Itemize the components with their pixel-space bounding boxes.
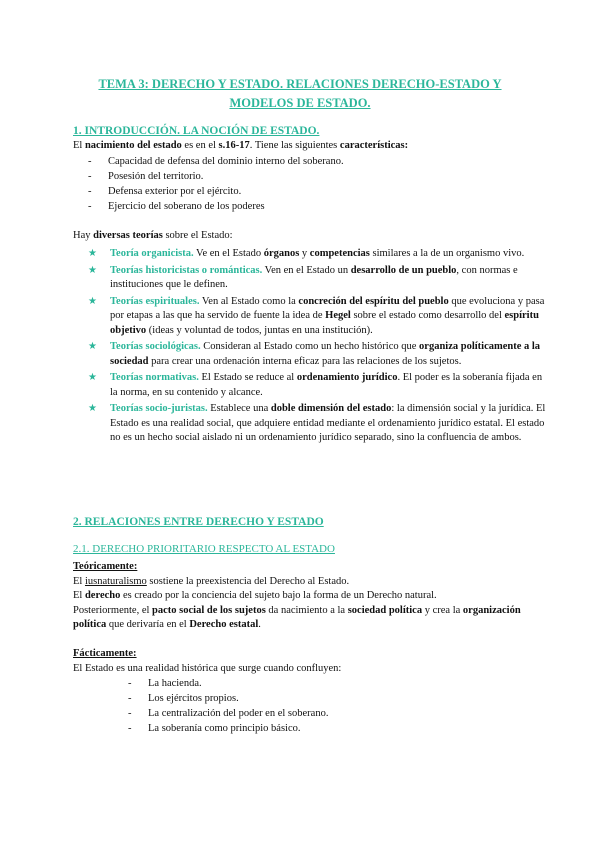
teorico-block — [73, 560, 543, 633]
theory-item — [88, 402, 546, 446]
section-1-heading: 1. INTRODUCCIÓN. LA NOCIÓN DE ESTADO. — [73, 125, 320, 137]
star-icon: ★ — [88, 295, 97, 307]
factico-label: Fácticamente: — [73, 648, 137, 659]
theory-item — [88, 247, 546, 262]
star-icon: ★ — [88, 248, 97, 259]
dash-icon: - — [128, 693, 132, 704]
theory-emphasis: órganos — [263, 248, 300, 259]
theory-item — [88, 295, 546, 339]
theory-emphasis: doble dimensión del estado — [270, 403, 392, 414]
theory-text: (ideas y voluntad de todos, juntas en una institución). — [146, 324, 373, 336]
list-item: - Ejercicio del soberano de los poderes — [88, 201, 265, 212]
theory-text: El Estado se reduce al — [198, 372, 297, 383]
factico-intro: El Estado es una realidad histórica que surge cuando confluyen: — [73, 662, 342, 674]
theory-name: Teorías socio-juristas. — [110, 403, 208, 414]
title-line-2: MODELOS DE ESTADO. — [229, 96, 371, 110]
list-item: - Los ejércitos propios. — [128, 693, 239, 704]
theory-text: y — [299, 248, 310, 259]
theory-text: que evoluciona y pasa por etapas a las que ha servido de fuente la idea de — [110, 295, 545, 321]
theory-item — [88, 264, 546, 293]
theory-emphasis: concreción del espíritu del pueblo — [298, 295, 449, 307]
theory-name: Teorías espirituales. — [110, 295, 200, 307]
list-item: - Posesión del territorio. — [88, 171, 204, 182]
star-icon: ★ — [88, 264, 97, 276]
theory-text: Ven en el Estado un — [262, 264, 351, 276]
theory-text: . El poder es la soberanía fijada en la norma, en su contenido y alcance. — [110, 372, 543, 398]
theory-text: Ven al Estado como la — [199, 295, 299, 307]
section-1-intro: El nacimiento del estado es en el s.16-17. Tiene las siguientes características: — [73, 140, 409, 151]
theory-text: : la dimensión social y la jurídica. El Estado es una realidad social, que adquiere entidad mediante el ordenamiento jurídico estatal. El estado no es un hecho social aislado ni un ordenamiento jurídico separado, sino la confluencia de ambos. — [110, 403, 546, 443]
dash-icon: - — [88, 201, 92, 212]
theory-name: Teorías normativas. — [110, 372, 199, 383]
document-title — [60, 75, 540, 113]
teorico-paragraph-1: El iusnaturalismo sostiene la preexistencia del Derecho al Estado. — [73, 575, 350, 587]
theory-emphasis: organiza políticamente a la sociedad — [110, 341, 541, 367]
section-2-1-heading: 2.1. DERECHO PRIORITARIO RESPECTO AL ESTADO — [73, 543, 335, 555]
list-item: - La hacienda. — [128, 678, 202, 689]
title-line-1: TEMA 3: DERECHO Y ESTADO. RELACIONES DERECHO-ESTADO Y — [98, 77, 502, 91]
theory-emphasis: ordenamiento jurídico — [296, 372, 398, 383]
dash-icon: - — [128, 723, 132, 734]
theory-emphasis: Hegel — [325, 310, 351, 321]
theory-text: Ve en el Estado — [193, 248, 264, 259]
theory-name: Teoría organicista. — [110, 248, 194, 259]
theory-emphasis: desarrollo de un pueblo — [350, 264, 457, 276]
theory-text: Consideran al Estado como un hecho histórico que — [200, 341, 420, 352]
dash-icon: - — [88, 171, 92, 182]
theory-item — [88, 340, 546, 369]
theory-emphasis: espíritu objetivo — [110, 310, 539, 336]
teorico-paragraph-2: El derecho es creado por la conciencia del sujeto bajo la forma de un Derecho natural. — [73, 590, 437, 601]
dash-icon: - — [88, 186, 92, 197]
theories-intro: Hay diversas teorías sobre el Estado: — [73, 230, 233, 241]
theories-list — [88, 247, 546, 448]
theory-text: , con normas e instituciones que le definen. — [110, 264, 518, 290]
star-icon: ★ — [88, 341, 97, 352]
theory-item — [88, 371, 546, 400]
theory-text: similares a la de un organismo vivo. — [369, 248, 525, 259]
teorico-label: Teóricamente: — [73, 561, 138, 572]
list-item: - Capacidad de defensa del dominio interno del soberano. — [88, 156, 344, 167]
star-icon: ★ — [88, 403, 97, 414]
list-item: - La centralización del poder en el soberano. — [128, 708, 329, 719]
theory-text: para crear una ordenación interna eficaz para las relaciones de los sujetos. — [148, 355, 462, 367]
dash-icon: - — [88, 156, 92, 167]
teorico-paragraph-3: Posteriormente, el pacto social de los sujetos da nacimiento a la sociedad política y crea la organización política que derivaría en el Derecho estatal. — [73, 604, 521, 630]
list-item: - Defensa exterior por el ejército. — [88, 186, 242, 197]
star-icon: ★ — [88, 372, 97, 383]
dash-icon: - — [128, 708, 132, 719]
theory-name: Teorías sociológicas. — [110, 341, 201, 352]
theory-name: Teorías historicistas o románticas. — [110, 264, 263, 276]
factico-block — [73, 647, 543, 676]
theory-text: Establece una — [207, 403, 271, 414]
theory-text: sobre el estado como desarrollo del — [350, 310, 505, 321]
list-item: - La soberanía como principio básico. — [128, 723, 301, 734]
dash-icon: - — [128, 678, 132, 689]
factico-list — [128, 676, 528, 736]
characteristics-list — [88, 154, 538, 214]
theory-emphasis: competencias — [309, 248, 370, 259]
section-2-heading: 2. RELACIONES ENTRE DERECHO Y ESTADO — [73, 516, 324, 528]
